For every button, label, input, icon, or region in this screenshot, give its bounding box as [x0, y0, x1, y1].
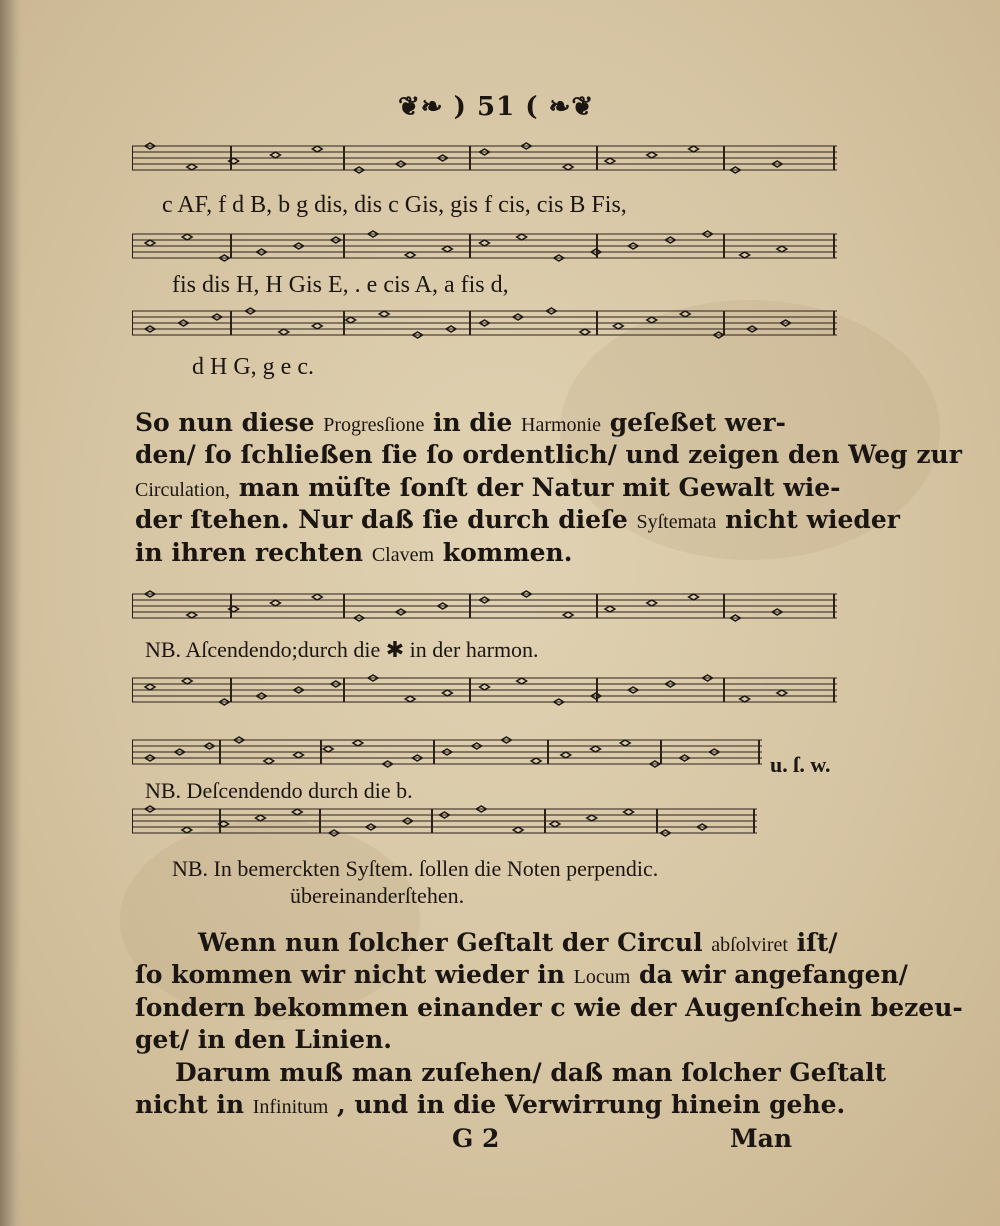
note-head: [145, 240, 155, 246]
music-staff-1: [132, 140, 837, 200]
music-staff-5: [132, 672, 837, 724]
note-head: [605, 606, 615, 612]
paragraph-1-line-4: der ſtehen. Nur daß ſie durch dieſe Syſtemata nicht wieder: [135, 505, 900, 534]
note-head: [255, 815, 265, 821]
note-head: [689, 594, 699, 600]
music-staff-7: [132, 803, 757, 851]
paragraph-1-line-3: Circulation, man müſte ſonſt der Natur mit Gewalt wie-: [135, 473, 841, 502]
nb-system-note-1: NB. In bemerckten Syſtem. ſollen die Noten perpendic.: [172, 856, 659, 881]
note-head: [292, 809, 302, 815]
note-head: [647, 600, 657, 606]
note-head: [517, 234, 527, 240]
paragraph-2-line-2: ſo kommen wir nicht wieder in Locum da wir angefangen/: [135, 960, 908, 989]
note-head: [620, 740, 630, 746]
paragraph-1-line-1: So nun diese Progresſione in die Harmonie geſeßet wer-: [135, 408, 786, 437]
note-head: [605, 158, 615, 164]
note-head: [613, 323, 623, 329]
note-head: [563, 164, 573, 170]
note-head: [405, 696, 415, 702]
paragraph-1-line-5: in ihren rechten Clavem kommen.: [135, 538, 573, 567]
note-head: [442, 690, 452, 696]
paragraph-2-line-3: ſondern bekommen einander c wie der Augenſchein bezeu-: [135, 993, 963, 1022]
staff-3-note-labels: d H G, g e c.: [192, 354, 314, 380]
note-head: [182, 678, 192, 684]
book-spine-shadow: [0, 0, 22, 1226]
note-head: [480, 240, 490, 246]
note-head: [379, 311, 389, 317]
note-head: [587, 815, 597, 821]
note-head: [270, 600, 280, 606]
note-head: [563, 612, 573, 618]
note-head: [580, 329, 590, 335]
note-head: [270, 152, 280, 158]
note-head: [346, 317, 356, 323]
note-head: [405, 252, 415, 258]
note-head: [264, 758, 274, 764]
paragraph-2-line-4: get/ in den Linien.: [135, 1025, 392, 1054]
paragraph-2-line-5: Darum muß man zuſehen/ daß man ſolcher Geſtalt: [175, 1058, 887, 1087]
note-head: [187, 612, 197, 618]
note-head: [777, 690, 787, 696]
note-head: [680, 311, 690, 317]
nb-system-note-2: übereinanderſtehen.: [290, 883, 465, 908]
note-head: [740, 696, 750, 702]
note-head: [531, 758, 541, 764]
paragraph-2-line-1: Wenn nun ſolcher Geſtalt der Circul abſolviret iſt/: [198, 928, 838, 957]
catchword: Man: [730, 1124, 793, 1153]
page-header: ❦❧ ) 51 ( ❧❦: [398, 92, 595, 122]
note-head: [647, 317, 657, 323]
note-head: [550, 821, 560, 827]
note-head: [294, 752, 304, 758]
note-head: [591, 746, 601, 752]
note-head: [480, 684, 490, 690]
note-head: [182, 827, 192, 833]
signature-mark: G 2: [452, 1124, 500, 1153]
note-head: [312, 146, 322, 152]
note-head: [624, 809, 634, 815]
note-head: [561, 752, 571, 758]
usw-label: u. ſ. w.: [770, 752, 831, 777]
note-head: [312, 594, 322, 600]
note-head: [689, 146, 699, 152]
note-head: [777, 246, 787, 252]
note-head: [187, 164, 197, 170]
note-head: [517, 678, 527, 684]
note-head: [740, 252, 750, 258]
nb-ascendendo: NB. Aſcendendo;durch die ✱ in der harmon.: [145, 637, 539, 662]
music-staff-4: [132, 588, 837, 640]
nb-descendendo: NB. Deſcendendo durch die b.: [145, 778, 413, 803]
note-head: [442, 246, 452, 252]
note-head: [353, 740, 363, 746]
music-staff-3: [132, 305, 837, 355]
note-head: [279, 329, 289, 335]
paragraph-2-line-6: nicht in Infinitum , und in die Verwirrung hinein gehe.: [135, 1090, 846, 1119]
note-head: [323, 746, 333, 752]
note-head: [145, 684, 155, 690]
note-head: [647, 152, 657, 158]
note-head: [513, 827, 523, 833]
note-head: [182, 234, 192, 240]
staff-2-note-labels: fis dis H, H Gis E, . e cis A, a fis d,: [172, 272, 509, 298]
paragraph-1-line-2: den/ ſo ſchließen ſie ſo ordentlich/ und zeigen den Weg zur: [135, 440, 962, 469]
staff-1-note-labels: c AF, f d B, b g dis, dis c Gis, gis f cis, cis B Fis,: [162, 192, 627, 218]
note-head: [312, 323, 322, 329]
